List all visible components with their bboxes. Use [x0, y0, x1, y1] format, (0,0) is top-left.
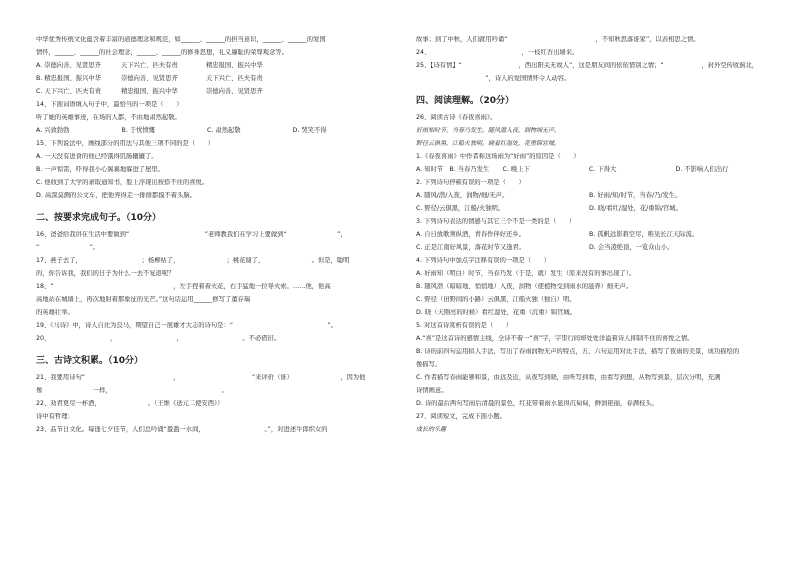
- section-heading-2: 二、按要求完成句子。（10分）: [36, 213, 162, 223]
- q5-option: 像描写。: [416, 361, 442, 368]
- question-17-cont: 的，你告诉我，我们的日子为什么一去不复返呢？: [36, 270, 175, 277]
- question-23-cont: 故事；到了中秋，人们就用吟诵“ ，不知秋思落谁家”，以表相思之情。: [416, 36, 700, 43]
- question-18-cont: 高地站在城墙上，再次地射着那象征的光芒。”这句话运用______修写了董存瑞: [36, 296, 333, 303]
- option-text: A. 兴致勃勃: [36, 127, 70, 134]
- left-column: [36, 36, 378, 439]
- q4-option: A. 好雨知（明白）时节，当春乃发（于是，就）发生（原来没有的事出现了）。: [416, 270, 636, 277]
- question-24: 24、 ，一枝红杏出墙来。: [416, 49, 579, 56]
- question-27: 27、阅读短文，完成下面小题。: [416, 413, 506, 420]
- reading-q5: 5. 对这首诗赏析有误的是（ ）: [416, 322, 513, 329]
- option-text: B. 孤帆远影碧空尽，唯见长江天际流。: [589, 231, 699, 238]
- question-16: 16、爸爸给我讲在生活中要做到“ ”老师教我们在学习上要做到“ ”，: [36, 231, 347, 238]
- poem-line-2: 野径云俱黑，江船火独明。晓看红湿处，花重锦官城。: [416, 140, 561, 147]
- option-text: D. 哭笑不得: [292, 127, 327, 134]
- option-text: C. 下得大: [589, 166, 617, 173]
- option-text: B. 好雨/知/时节，当春/乃/发生。: [589, 192, 682, 199]
- poem-line-1: 好雨知时节，当春乃发生。随风潜入夜，润物细无声。: [416, 127, 561, 134]
- question-16-cont: “ ”。: [36, 244, 100, 251]
- option-text: D. 会当凌绝顶，一览众山小。: [589, 244, 674, 251]
- question-22: 22、劝君更尽一杯酒， 。（王维《送元二使安西》）: [36, 400, 224, 407]
- q13-option-row-a: [36, 62, 378, 75]
- intro-line-1: 中华优秀传统文化蕴含着丰富的道德理念和规范，如______、______的担当意识，______、______的爱国: [36, 36, 326, 43]
- reading-q1-options: [416, 166, 762, 179]
- question-25: 25、【诗有情】“ ，西出阳关无故人”，这是朋友间的依依惜别之情；“ ，封外空传收蓟北，: [416, 62, 759, 69]
- option-text: A. 自日放歌须纵酒，青春作伴好还乡。: [416, 231, 525, 238]
- question-20: 20、 ， ， 。不必借旧。: [36, 335, 281, 342]
- question-14-sentence: 听了她的英雄事迹，在场的人都，不由地肃然起敬。: [36, 114, 181, 121]
- question-21: 21、我要用诗句“ ， ”来评价（谁） ，因为他: [36, 374, 366, 381]
- option-text: 精忠报国、振兴中华: [206, 62, 263, 69]
- question-18: 18、“ ，左手捏着着火花，右手猛地一拉导火索。……他，他高: [36, 283, 331, 290]
- option-text: 崇德向善、见贤思齐: [206, 88, 263, 95]
- reading-q3-row-1: [416, 231, 762, 244]
- q13-option-row-c: [36, 88, 378, 101]
- question-17: 17、燕子去了， ；杨柳枯了， ；桃花谢了， 。但是，聪明: [36, 257, 350, 264]
- q15-option: C. 他收到了大学的录取通知书，脸上浮现出按捺不住的喜悦。: [36, 179, 209, 186]
- option-text: D. 不影响人们出行: [675, 166, 729, 173]
- option-text: C. 天下兴亡、匹夫有责: [36, 88, 102, 95]
- q13-option-row-b: [36, 75, 378, 88]
- q15-option: D. 高深莫测的公文车，把他弄得走一排排都摸不着头脑。: [36, 192, 196, 199]
- q15-option: A. 一天没有进食的他已经饿得饥肠辘辘了。: [36, 153, 158, 160]
- reading-q3-row-2: [416, 244, 762, 257]
- reading-q2-row-2: [416, 205, 762, 218]
- right-column: [416, 36, 762, 439]
- question-21-cont: 像 一样， 。: [36, 387, 229, 394]
- intro-line-2: 情怀，______、______的社会理念，______、______的修身思想，礼义廉耻的荣辱观念等。: [36, 49, 288, 56]
- option-text: 天下兴亡、匹夫有责: [206, 75, 263, 82]
- question-22-note: 诗中有哲理：: [36, 413, 74, 420]
- q15-option: B. 一声惊雷，吓得我小心翼翼地躲进了屋里。: [36, 166, 164, 173]
- reading-q2-row-1: [416, 192, 762, 205]
- option-text: C. 肃然起敬: [207, 127, 241, 134]
- option-text: B. 于忧愤慨: [121, 127, 156, 134]
- reading-q4: 4. 下列诗句中加点字注释有误的一项是（ ）: [416, 257, 550, 264]
- question-18-end: 的英雄壮举。: [36, 309, 74, 316]
- reading-q2: 2. 下列诗句停顿有误的一项是（ ）: [416, 179, 525, 186]
- option-text: B. 精忠报国、振兴中华: [36, 75, 101, 82]
- question-14: 14、下面词语填入句子中，最恰当的一项是（ ）: [36, 101, 183, 108]
- q5-option: B. 诗的前四句运用拟人手法，写出了春雨润物无声的特点，五、六句运用对比手法，描写了夜雨的美景，成功描绘的: [416, 348, 740, 355]
- q5-option: 诗情画意。: [416, 387, 448, 394]
- option-text: 崇德向善、见贤思齐: [121, 75, 178, 82]
- option-text: 精忠报国、振兴中华: [121, 88, 178, 95]
- q4-option: D. 晓（天刚亮的时候）看红湿处，花重（沉重）锦官城。: [416, 309, 576, 316]
- passage-title: 成长的乐趣: [416, 426, 447, 433]
- section-heading-3: 三、古诗文积累。（10分）: [36, 356, 144, 366]
- option-text: C. 正是江南好风景，落花时节又逢君。: [416, 244, 526, 251]
- section-heading-4: 四、阅读理解。（20分）: [416, 96, 515, 106]
- question-19: 19、《马诗》中，诗人自比为良马，期望自己一展雄才大志的诗句是：“ ”。: [36, 322, 338, 329]
- option-text: C. 野径/云俱黑，江船/火独明。: [416, 205, 505, 212]
- option-text: D. 晓/看红/湿处，花/重锦/官城。: [589, 205, 682, 212]
- option-text: A. 随风/潜/入夜，润物/细/无声。: [416, 192, 509, 199]
- option-text: C. 晚上下: [502, 166, 530, 173]
- question-23: 23、品节日文化。每逢七夕佳节，人们总吟诵“盈盈一水间， 。”，对进述牛郎织女的: [36, 426, 328, 433]
- question-26: 26、阅读古诗《春夜喜雨》。: [416, 114, 497, 121]
- q5-option: C. 作者描写春雨能够和景，由远及近，从夜写到晓，由听写到看，由看写到想，从物写到景，层次分明，充满: [416, 374, 721, 381]
- question-15: 15、下列说法中，画线部分的用法与其他三项不同的是（ ）: [36, 140, 215, 147]
- q4-option: C. 野径（田野间的小路）云俱黑，江船火独（独自）明。: [416, 296, 576, 303]
- q14-options: [36, 127, 378, 140]
- q5-option: D. 诗的最后两句写雨后清晨的景色，红花带着雨水显得沉甸甸，鲜润艳丽，春满枝头。: [416, 400, 658, 407]
- option-text: A. 崇德向善、见贤思齐: [36, 62, 101, 69]
- q5-option: A.“喜”是这首诗的感情主线，全诗不着一“喜”字，字里行间却处处洋溢着诗人抑制不住的喜悦之情。: [416, 335, 694, 342]
- question-25-cont: ”，诗人的爱国情怀令人动容。: [416, 75, 571, 82]
- reading-q1: 1.《春夜喜雨》中作者称这场雨为“好雨”的原因是（ ）: [416, 153, 580, 160]
- option-text: A. 知时节 B. 当春乃发生: [416, 166, 490, 173]
- option-text: 天下兴亡、匹夫有责: [121, 62, 178, 69]
- reading-q3: 3. 下列诗句表达的情感与其它三个不是一类的是（ ）: [416, 218, 576, 225]
- q4-option: B. 随风潜（暗暗地、悄悄地）入夜，润物（使植物受到雨水的滋养）细无声。: [416, 283, 633, 290]
